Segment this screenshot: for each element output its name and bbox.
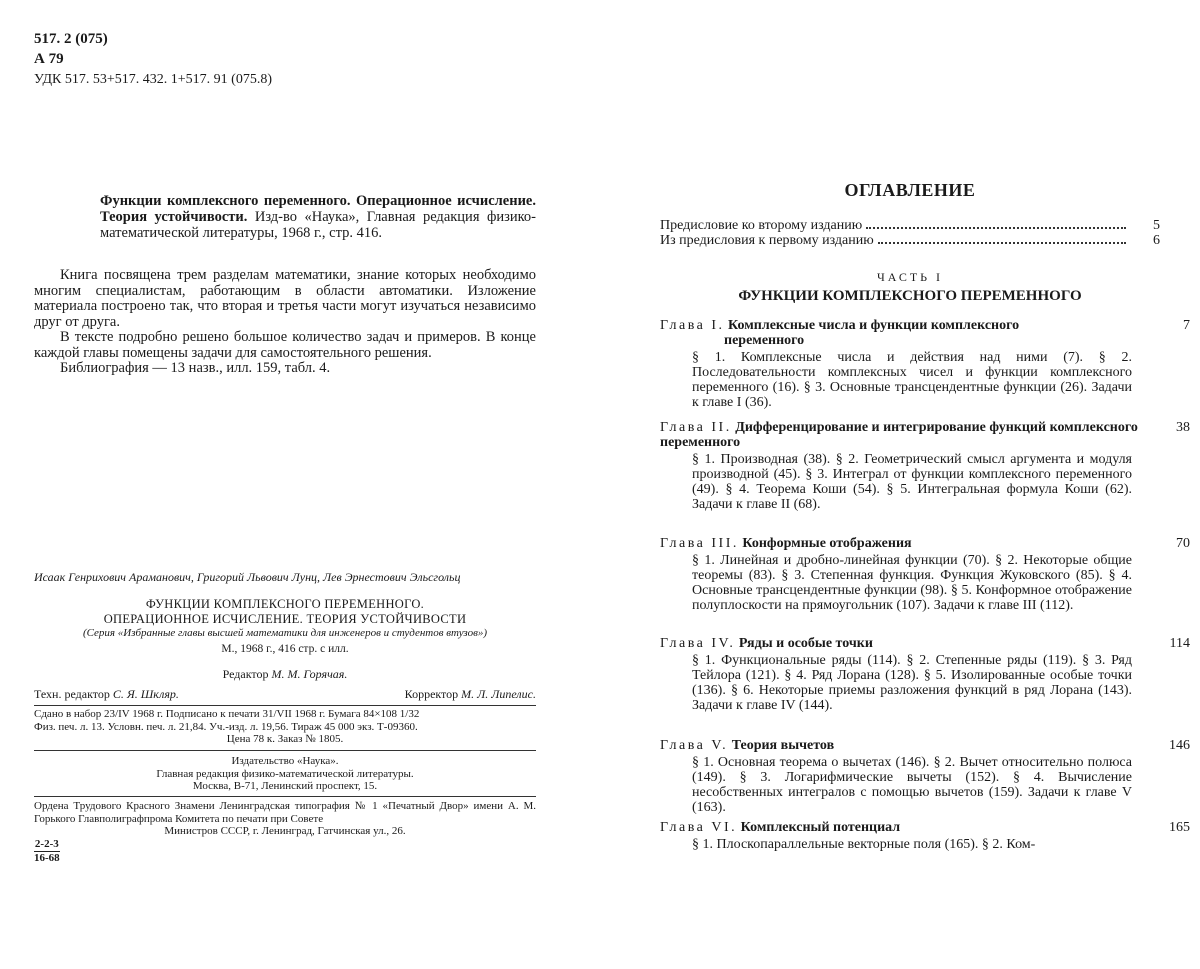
annotation-title [100,193,536,241]
chapter-sections: § 1. Основная теорема о вычетах (146). § 2. Вычет относительно полюса (149). § 3. Логарифмические вычеты (152). § 4. Вычисление несобственных интегралов с помощью вычетов (159). Задачи к главе V (163). [692,755,1132,815]
typography [34,800,536,838]
publisher-line: Москва, В-71, Ленинский проспект, 15. [192,780,378,792]
imprint-series: (Серия «Избранные главы высшей математики для инженеров и студентов втузов») [82,627,488,639]
divider [34,705,536,706]
chapter-heading-text [660,636,1150,651]
chapter-sections: § 1. Функциональные ряды (114). § 2. Степенные ряды (119). § 3. Ряд Тейлора (121). § 4. Ряд Лорана (128). § 5. Изолированные особые точки (136). § 6. Некоторые приемы разложения функций в ряд Лорана (143). Задачи к главе IV (144). [692,653,1132,713]
toc-entry-title: Предисловие ко второму изданию [660,218,863,233]
print-data [34,708,536,746]
chapter-heading-text [660,536,1150,551]
chapter-page: 38 [1176,420,1190,435]
chapter-heading [660,318,1190,348]
chapter-sections: § 1. Линейная и дробно-линейная функции (70). § 2. Некоторые общие теоремы (83). § 3. Степенная функция. Функция Жуковского (85). § 4. Основные трансцендентные функции (98). § 5. Конформное отображение полуплоскости на прямоугольник (107). Задачи к главе III (112). [692,553,1132,613]
toc-title: ОГЛАВЛЕНИЕ [844,180,976,200]
corrector-label: Корректор [404,687,459,701]
imprint-editor [34,667,536,682]
annotation-paragraph: В тексте подробно решено большое количество задач и примеров. В конце каждой главы помещены задачи для самостоятельного решения. [34,329,536,361]
corrector [405,687,536,702]
print-line: Сдано в набор 23/IV 1968 г. Подписано к печати 31/VII 1968 г. Бумага 84×108 1/32 [34,708,420,720]
toc-chapter [660,420,1190,512]
imprint-authors: Исаак Генрихович Араманович, Григорий Львович Лунц, Лев Эрнестович Эльсгольц [34,570,461,584]
toc-chapter [660,536,1190,613]
annotation-paragraph: Книга посвящена трем разделам математики, знание которых необходимо многим специалистам, работающим в области автоматики. Изложение материала построено так, что вторая и третья части могут изучаться независимо друг от друга. [34,267,536,330]
chapter-heading-text [660,738,1150,753]
chapter-page: 7 [1183,318,1190,333]
imprint-city: М., 1968 г., 416 стр. с илл. [221,643,349,655]
part-label: ЧАСТЬ I [876,270,944,284]
chapter-label: Глава IV. [660,636,736,651]
publication-code [34,838,60,865]
chapter-title: Комплексные числа и функции комплексного [728,318,1020,333]
code-fraction [34,838,60,865]
leader-dots [866,227,1126,229]
toc-chapter [660,318,1190,410]
publisher-line: Издательство «Наука». [231,755,339,767]
tech-editor [34,687,179,702]
annotation-title-bold: Функции комплексного переменного. Операционное исчисление. Теория устойчивости. [100,193,536,225]
publisher [34,755,536,793]
classification-letter: А 79 [34,51,64,67]
toc-chapter [660,738,1190,815]
chapter-label: Глава I. [660,318,725,333]
toc-preface-row [660,233,1160,248]
toc-prefaces [660,218,1160,248]
chapter-title: Теория вычетов [731,738,835,753]
chapter-label: Глава II. [660,420,732,435]
toc-entry-title: Из предисловия к первому изданию [660,233,874,248]
typography-last: Министров СССР, г. Ленинград, Гатчинская ул., 26. [164,825,406,837]
code-top: 2-2-3 [34,838,59,850]
leader-dots [878,242,1126,244]
chapter-heading [660,636,1190,651]
chapter-label: Глава V. [660,738,729,753]
corrector-name: М. Л. Липелис. [461,687,536,701]
typography-text: Ордена Трудового Красного Знамени Ленинградская типография № 1 «Печатный Двор» имени А. М. Горького Главполиграфпрома Комитета по печати при Совете [34,800,536,825]
editor-name: М. М. Горячая. [271,667,348,681]
publisher-line: Главная редакция физико-математической литературы. [156,767,414,780]
chapter-title: Ряды и особые точки [738,636,873,651]
chapter-heading-text [660,820,1150,835]
toc-preface-row [660,218,1160,233]
chapter-heading-text [660,420,1150,450]
chapter-sections: § 1. Комплексные числа и действия над ними (7). § 2. Последовательности комплексных чисел и функции комплексного переменного (16). § 3. Основные трансцендентные функции (26). Задачи к главе I (36). [692,350,1132,410]
divider [34,750,536,751]
udk-code: УДК 517. 53+517. 432. 1+517. 91 (075.8) [34,72,272,87]
chapter-page: 114 [1169,636,1190,651]
toc-chapter [660,636,1190,713]
chapter-heading [660,820,1190,835]
toc-chapter [660,820,1190,852]
left-page [0,0,560,969]
annotation-title-rest: Изд-во «Наука», Главная редакция физико-математической литературы, 1968 г., стр. 416. [100,209,536,241]
chapter-title: Комплексный потенциал [740,820,901,835]
chapter-title: Конформные отображения [742,536,912,551]
toc-entry-page: 6 [1153,233,1160,248]
chapter-heading [660,536,1190,551]
chapter-label: Глава VI. [660,820,738,835]
chapter-heading-text [660,318,1150,348]
chapter-title: Дифференцирование и интегрирование функций комплексного переменного [660,420,1138,450]
annotation-bibliography: Библиография — 13 назв., илл. 159, табл. 4. [60,360,331,376]
divider [34,796,536,797]
chapter-label: Глава III. [660,536,739,551]
imprint-title-line: ФУНКЦИИ КОМПЛЕКСНОГО ПЕРЕМЕННОГО. [145,597,425,611]
chapter-page: 70 [1176,536,1190,551]
editor-label: Редактор [222,667,269,681]
annotation-body [34,268,536,377]
code-bottom: 16-68 [34,852,60,864]
chapter-title-cont: переменного [724,333,805,348]
chapter-sections: § 1. Плоскопараллельные векторные поля (165). § 2. Ком- [692,837,1036,852]
print-line: Цена 78 к. Заказ № 1805. [226,733,344,745]
imprint-title-line: ОПЕРАЦИОННОЕ ИСЧИСЛЕНИЕ. ТЕОРИЯ УСТОЙЧИВОСТИ [103,612,467,626]
chapter-page: 146 [1169,738,1190,753]
chapter-page: 165 [1169,820,1190,835]
tech-editor-name: С. Я. Шкляр. [112,687,179,701]
chapter-sections: § 1. Производная (38). § 2. Геометрический смысл аргумента и модуля производной (45). § 3. Интеграл от функции комплексного переменного (49). § 4. Теорема Коши (54). § 5. Интегральная формула Коши (62). Задачи к главе II (68). [692,452,1132,512]
imprint-tech [34,687,536,702]
chapter-heading [660,738,1190,753]
tech-editor-label: Техн. редактор [34,687,110,701]
classification-code: 517. 2 (075) [34,31,108,47]
toc-entry-page: 5 [1153,218,1160,233]
chapter-heading [660,420,1190,450]
right-page [600,0,1200,969]
part-title: ФУНКЦИИ КОМПЛЕКСНОГО ПЕРЕМЕННОГО [738,288,1082,304]
print-line: Физ. печ. л. 13. Условн. печ. л. 21,84. Уч.-изд. л. 19,56. Тираж 45 000 экз. Т-09360. [34,720,418,733]
imprint-title [34,597,536,627]
